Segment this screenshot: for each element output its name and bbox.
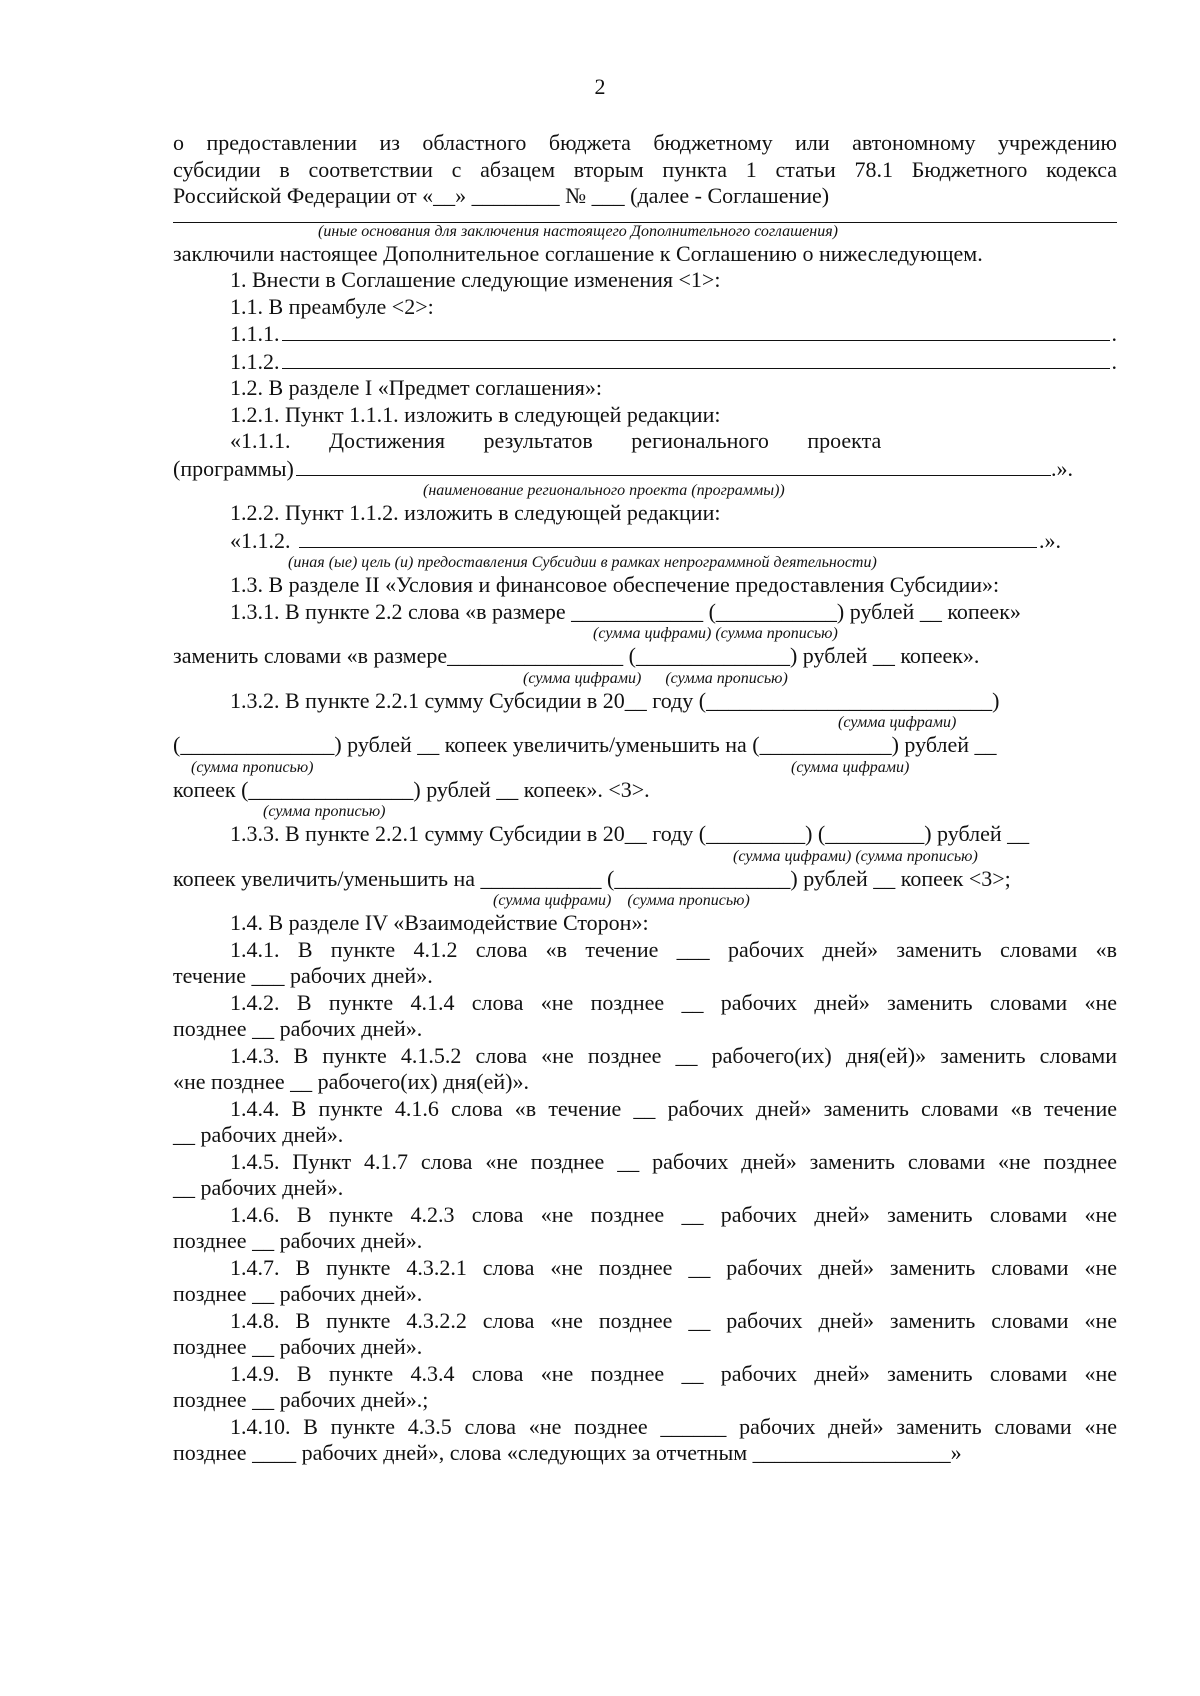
quote-1-1-2 [173, 527, 1117, 555]
caption-1-3-1: (сумма цифрами) (сумма прописью) [593, 625, 838, 642]
section-1-3-1: 1.3.1. В пункте 2.2 слова «в размере ____________ (___________) рублей __ копеек» [230, 598, 1021, 624]
project-caption: (наименование регионального проекта (программы)) [423, 482, 785, 499]
intro-line-3: Российской Федерации от «__» ________ № ___ (далее - Соглашение) [173, 183, 830, 208]
item-1-4-9-line-1: 1.4.9. В пункте 4.3.4 слова «не позднее __ рабочих дней» заменить словами «не [230, 1360, 1117, 1386]
section-1-3-2-c: копеек (_______________) рублей __ копеек». <3>. [173, 776, 650, 802]
item-1-4-1-line-2: течение ___ рабочих дней». [173, 963, 433, 988]
goal-blank [299, 527, 1038, 548]
section-1-2-1: 1.2.1. Пункт 1.1.1. изложить в следующей редакции: [230, 401, 721, 427]
item-1-4-5-line-2: __ рабочих дней». [173, 1175, 344, 1200]
item-1-4-3 [173, 1043, 1117, 1096]
item-1-4-4-line-1: 1.4.4. В пункте 4.1.6 слова «в течение __ рабочих дней» заменить словами «в течение [230, 1095, 1117, 1121]
item-1-4-4-line-2: __ рабочих дней». [173, 1122, 344, 1147]
item-1-1-1-label: 1.1.1. [230, 321, 280, 346]
section-1-3: 1.3. В разделе II «Условия и финансовое обеспечение предоставления Субсидии»: [230, 572, 1000, 597]
section-1-4: 1.4. В разделе IV «Взаимодействие Сторон»: [230, 910, 649, 935]
intro-line-1: о предоставлении из областного бюджета бюджетному или автономному учреждению [173, 130, 1117, 155]
quote-1-1-1-line-2 [173, 455, 1117, 483]
quote-1-1-1-prefix: (программы) [173, 455, 294, 481]
document-body [173, 130, 1117, 1467]
item-1-4-6-line-2: позднее __ рабочих дней». [173, 1228, 423, 1253]
item-1-1-2-dot: . [1111, 348, 1117, 374]
project-name-blank [296, 455, 1051, 476]
item-1-4-2 [173, 990, 1117, 1043]
item-1-1-1 [173, 320, 1117, 348]
grounds-caption: (иные основания для заключения настоящего Дополнительного соглашения) [318, 222, 838, 240]
quote-1-1-1-line-1: «1.1.1. Достижения результатов регионального проекта [230, 428, 882, 453]
section-1-4-items [173, 937, 1117, 1467]
item-1-4-10-line-2: позднее ____ рабочих дней», слова «следующих за отчетным __________________» [173, 1440, 962, 1465]
item-1-4-3-line-2: «не позднее __ рабочего(их) дня(ей)». [173, 1069, 529, 1094]
section-1: 1. Внести в Соглашение следующие изменения <1>: [230, 267, 721, 292]
item-1-1-1-dot: . [1111, 321, 1117, 346]
item-1-4-8-line-1: 1.4.8. В пункте 4.3.2.2 слова «не позднее __ рабочих дней» заменить словами «не [230, 1307, 1117, 1333]
item-1-4-10-line-1: 1.4.10. В пункте 4.3.5 слова «не позднее ______ рабочих дней» заменить словами «не [230, 1413, 1117, 1439]
section-1-2: 1.2. В разделе I «Предмет соглашения»: [230, 375, 603, 400]
section-1-3-2: 1.3.2. В пункте 2.2.1 сумму Субсидии в 20__ году (__________________________) [230, 687, 1000, 713]
caption-1-3-2-b-right: (сумма цифрами) [791, 758, 910, 776]
item-1-1-1-blank [282, 320, 1110, 341]
item-1-1-2-blank [282, 348, 1110, 369]
item-1-4-9-line-2: позднее __ рабочих дней».; [173, 1387, 429, 1412]
caption-1-3-3-b: (сумма цифрами) (сумма прописью) [493, 892, 750, 909]
item-1-4-10 [173, 1414, 1117, 1467]
item-1-4-6 [173, 1202, 1117, 1255]
item-1-4-1 [173, 937, 1117, 990]
item-1-4-2-line-1: 1.4.2. В пункте 4.1.4 слова «не позднее __ рабочих дней» заменить словами «не [230, 989, 1117, 1015]
section-1-3-1-b: заменить словами «в размере________________ (______________) рублей __ копеек». [173, 643, 980, 668]
quote-1-1-2-suffix: .». [1039, 527, 1061, 553]
item-1-4-9 [173, 1361, 1117, 1414]
goal-caption: (иная (ые) цель (и) предоставления Субсидии в рамках непрограммной деятельности) [288, 554, 877, 571]
item-1-4-5-line-1: 1.4.5. Пункт 4.1.7 слова «не позднее __ рабочих дней» заменить словами «не позднее [230, 1148, 1117, 1174]
item-1-4-8 [173, 1308, 1117, 1361]
intro-line-2: субсидии в соответствии с абзацем вторым пункта 1 статьи 78.1 Бюджетного кодекса [173, 156, 1117, 182]
item-1-4-6-line-1: 1.4.6. В пункте 4.2.3 слова «не позднее __ рабочих дней» заменить словами «не [230, 1201, 1117, 1227]
caption-1-3-2-a: (сумма цифрами) [838, 714, 957, 731]
item-1-4-7 [173, 1255, 1117, 1308]
item-1-4-7-line-1: 1.4.7. В пункте 4.3.2.1 слова «не позднее __ рабочих дней» заменить словами «не [230, 1254, 1117, 1280]
item-1-4-4 [173, 1096, 1117, 1149]
item-1-4-3-line-1: 1.4.3. В пункте 4.1.5.2 слова «не позднее __ рабочего(их) дня(ей)» заменить словами [230, 1042, 1117, 1068]
item-1-4-5 [173, 1149, 1117, 1202]
quote-1-1-1-suffix: .». [1051, 455, 1073, 481]
caption-1-3-1-b: (сумма цифрами) (сумма прописью) [523, 669, 788, 687]
item-1-4-1-line-1: 1.4.1. В пункте 4.1.2 слова «в течение ___ рабочих дней» заменить словами «в [230, 936, 1117, 962]
page-number: 2 [594, 74, 606, 99]
caption-1-3-2-b-left: (сумма прописью) [191, 758, 314, 776]
section-1-3-2-b: (______________) рублей __ копеек увеличить/уменьшить на (____________) рублей __ [173, 732, 997, 757]
item-1-1-2-label: 1.1.2. [230, 348, 280, 374]
caption-1-3-2-c: (сумма прописью) [263, 803, 386, 820]
concluded-line: заключили настоящее Дополнительное соглашение к Соглашению о нижеследующем. [173, 240, 983, 266]
caption-1-3-3: (сумма цифрами) (сумма прописью) [733, 847, 978, 865]
section-1-1: 1.1. В преамбуле <2>: [230, 293, 434, 319]
item-1-1-2 [173, 348, 1117, 376]
section-1-2-2: 1.2.2. Пункт 1.1.2. изложить в следующей редакции: [230, 500, 721, 525]
section-1-3-3: 1.3.3. В пункте 2.2.1 сумму Субсидии в 20__ году (_________) (_________) рублей __ [230, 821, 1030, 846]
item-1-4-7-line-2: позднее __ рабочих дней». [173, 1281, 423, 1306]
caption-1-3-2-b [173, 759, 1117, 777]
item-1-4-2-line-2: позднее __ рабочих дней». [173, 1016, 423, 1041]
quote-1-1-2-prefix: «1.1.2. [230, 527, 291, 553]
section-1-3-3-b: копеек увеличить/уменьшить на ___________ (________________) рублей __ копеек <3>; [173, 865, 1011, 891]
item-1-4-8-line-2: позднее __ рабочих дней». [173, 1334, 423, 1359]
